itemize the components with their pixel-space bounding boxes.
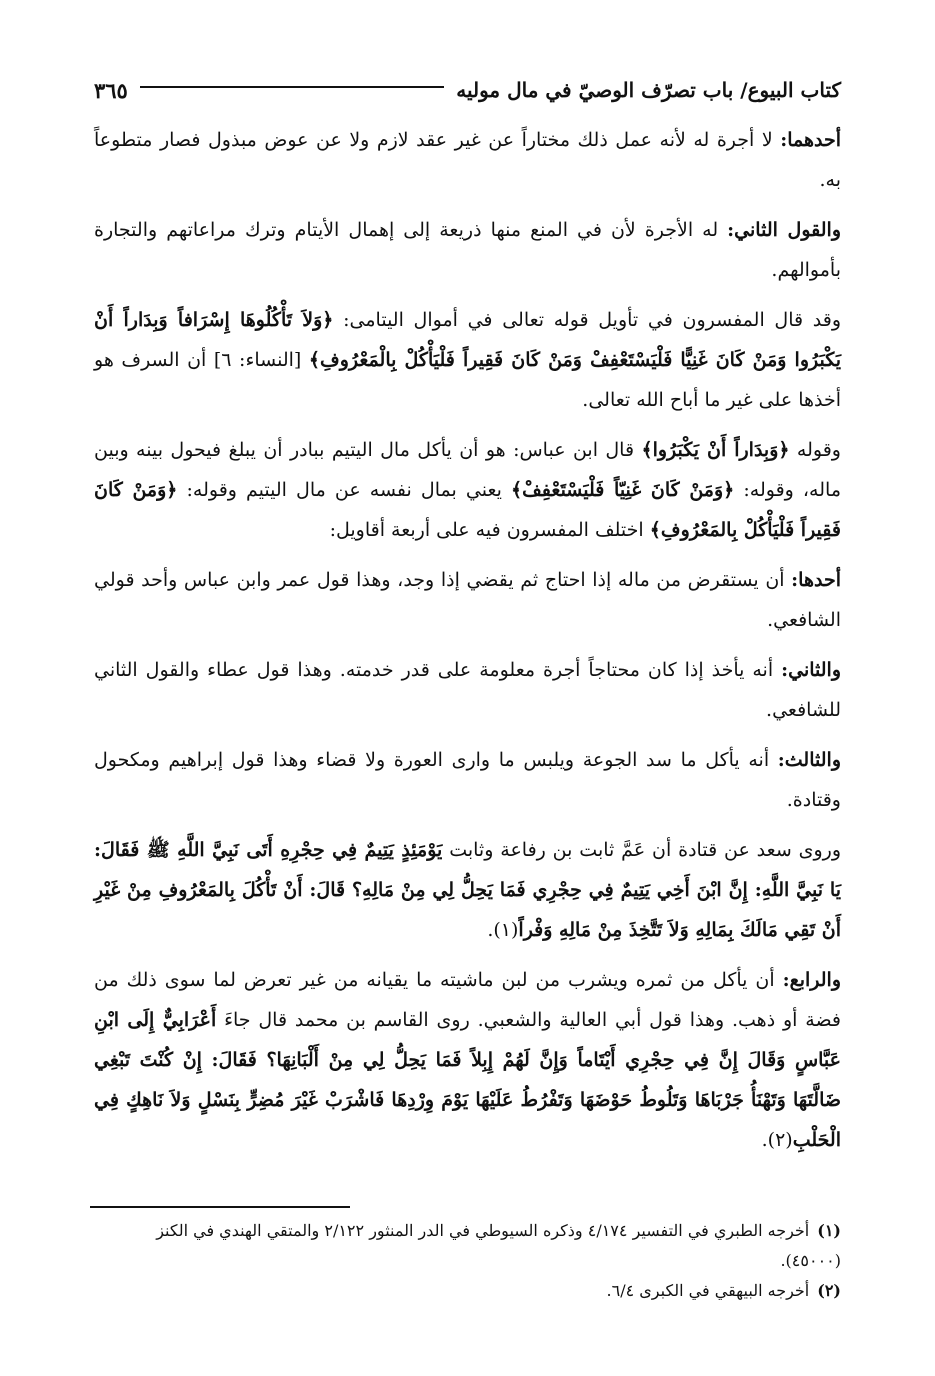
footnote-number: (١) (817, 1221, 841, 1240)
paragraph-text: اختلف المفسرون فيه على أربعة أقاويل: (329, 519, 650, 541)
paragraph-text: أنه يأكل ما سد الجوعة ويلبس ما وارى العورة ولا قضاء وهذا قول إبراهيم ومكحول وقتادة. (94, 749, 841, 811)
paragraph-text: قال ابن عباس: هو أن يأكل مال اليتيم ببادر أن يبلغ فيحول بينه وبين ماله، وقوله: (94, 439, 842, 501)
paragraph-commentators (94, 300, 841, 420)
paragraph-lead: أحدها: (791, 569, 841, 591)
footnotes (94, 1216, 841, 1306)
page-number: ٣٦٥ (94, 77, 128, 103)
paragraph-text: يعني بمال نفسه عن مال اليتيم وقوله: (177, 479, 511, 501)
footnote-ref: (٢). (761, 1129, 793, 1151)
running-header (94, 70, 841, 110)
hadith-text: يَوْمَئِذٍ يَتِيمٌ فِي حِجْرِهِ أَتَى نَبِيَّ اللَّهِ ﷺ فَقَالَ: يَا نَبِيَّ اللَّهِ: إِنَّ ابْنَ أَخِي يَتِيمٌ فِي حِجْرِي فَمَا يَحِلُّ لِي مِنْ مَالِهِ؟ قَالَ: أَنْ تَأْكُلَ بِالمَعْرُوفِ مِنْ غَيْرِ أَنْ تَقِي مَالَكَ بِمَالِهِ وَلاَ تَتَّخِذَ مِنْ مَالِهِ وَفْراً (94, 839, 841, 941)
paragraph-ibn-abbas (94, 430, 841, 550)
quran-verse: ﴿وَبِدَاراً أَنْ يَكْبَرُوا﴾ (641, 439, 790, 461)
footnote-divider (90, 1206, 350, 1208)
hadith-text: أَعْرَابِيٌّ إِلَى ابْنِ عَبَّاسٍ وَقَالَ إِنَّ فِي حِجْرِي أَيْتَاماً وَإِنَّ لَهُمْ إِبِلاً فَمَا يَحِلُّ لِي مِنْ أَلْبَانِهَا؟ فَقَالَ: إِنْ كُنْتَ تَبْغِي ضَالَّتَهَا وَتَهْنَأُ جَرْبَاهَا وَتَلُوطُ حَوْضَهَا وَتَفْرُطُ عَلَيْهَا يَوْمَ وِرْدِهَا فَاشْرَبْ غَيْرَ مُضِرٍّ بِنَسْلٍ وَلاَ نَاهِكٍ فِي الْحَلْبِ (94, 1009, 841, 1151)
paragraph-opinion-one (94, 560, 841, 640)
footnote-item (94, 1276, 841, 1306)
paragraph-first-opinion (94, 120, 841, 200)
paragraph-opinion-two (94, 650, 841, 730)
paragraph-text: وقد قال المفسرون في تأويل قوله تعالى في أموال اليتامى: (333, 309, 842, 331)
paragraph-lead: والثاني: (781, 659, 841, 681)
paragraph-hadith-qatada (94, 830, 841, 950)
paragraph-text: وقوله (789, 439, 841, 461)
paragraph-text: أنه يأخذ إذا كان محتاجاً أجرة معلومة على قدر خدمته. وهذا قول عطاء والقول الثاني للشافعي. (94, 659, 841, 721)
paragraph-lead: والرابع: (782, 969, 841, 991)
quran-verse: ﴿وَمَنْ كَانَ غَنِيّاً فَلْيَسْتَعْفِفْ﴾ (511, 479, 735, 501)
paragraph-text: له الأجرة لأن في المنع منها ذريعة إلى إهمال الأيتام وترك مراعاتهم والتجارة بأموالهم. (94, 219, 841, 281)
header-rule (140, 86, 444, 88)
paragraph-text: وروى سعد عن قتادة أن عَمَّ ثابت بن رفاعة وثابت (442, 839, 841, 861)
paragraph-text: أن يأكل من ثمره ويشرب من لبن ماشيته ما يقيانه من غير تعرض لما سوى ذلك من فضة أو ذهب. وهذا قول أبي العالية والشعبي. روى القاسم بن محمد قال جاءَ (94, 969, 842, 1031)
paragraph-opinion-four (94, 960, 841, 1160)
paragraph-lead: والقول الثاني: (727, 219, 841, 241)
paragraph-lead: أحدهما: (780, 129, 841, 151)
header-title: كتاب البيوع/ باب تصرّف الوصيّ في مال موليه (456, 78, 841, 102)
paragraph-text: [النساء: ٦] أن السرف هو أخذها على غير ما أباح الله تعالى. (94, 349, 841, 411)
paragraph-opinion-three (94, 740, 841, 820)
quran-verse: ﴿وَلاَ تَأْكُلُوهَا إِسْرَافاً وَبِدَاراً أَنْ يَكْبَرُوا وَمَنْ كَانَ غَنِيًّا فَلْيَسْتَعْفِفْ وَمَنْ كَانَ فَقِيراً فَلْيَأْكُلْ بِالْمَعْرُوفِ﴾ (94, 309, 842, 371)
paragraph-lead: والثالث: (777, 749, 841, 771)
page-body (94, 120, 841, 1170)
footnote-number: (٢) (817, 1281, 841, 1300)
footnote-text: أخرجه الطبري في التفسير ٤/١٧٤ وذكره السيوطي في الدر المنثور ٢/١٢٢ والمتقي الهندي في الكنز (٤٥٠٠٠). (156, 1221, 841, 1270)
footnote-item (94, 1216, 841, 1276)
footnote-ref: (١). (487, 919, 519, 941)
footnote-text: أخرجه البيهقي في الكبرى ٦/٤. (606, 1281, 810, 1300)
quran-verse: ﴿وَمَنْ كَانَ فَقِيراً فَلْيَأْكُلْ بِالمَعْرُوفِ﴾ (94, 479, 841, 541)
paragraph-second-opinion (94, 210, 841, 290)
paragraph-text: لا أجرة له لأنه عمل ذلك مختاراً عن غير عقد لازم ولا عن عوض مبذول فصار متطوعاً به. (94, 129, 841, 191)
paragraph-text: أن يستقرض من ماله إذا احتاج ثم يقضي إذا وجد، وهذا قول عمر وابن عباس وأحد قولي الشافعي. (94, 569, 841, 631)
